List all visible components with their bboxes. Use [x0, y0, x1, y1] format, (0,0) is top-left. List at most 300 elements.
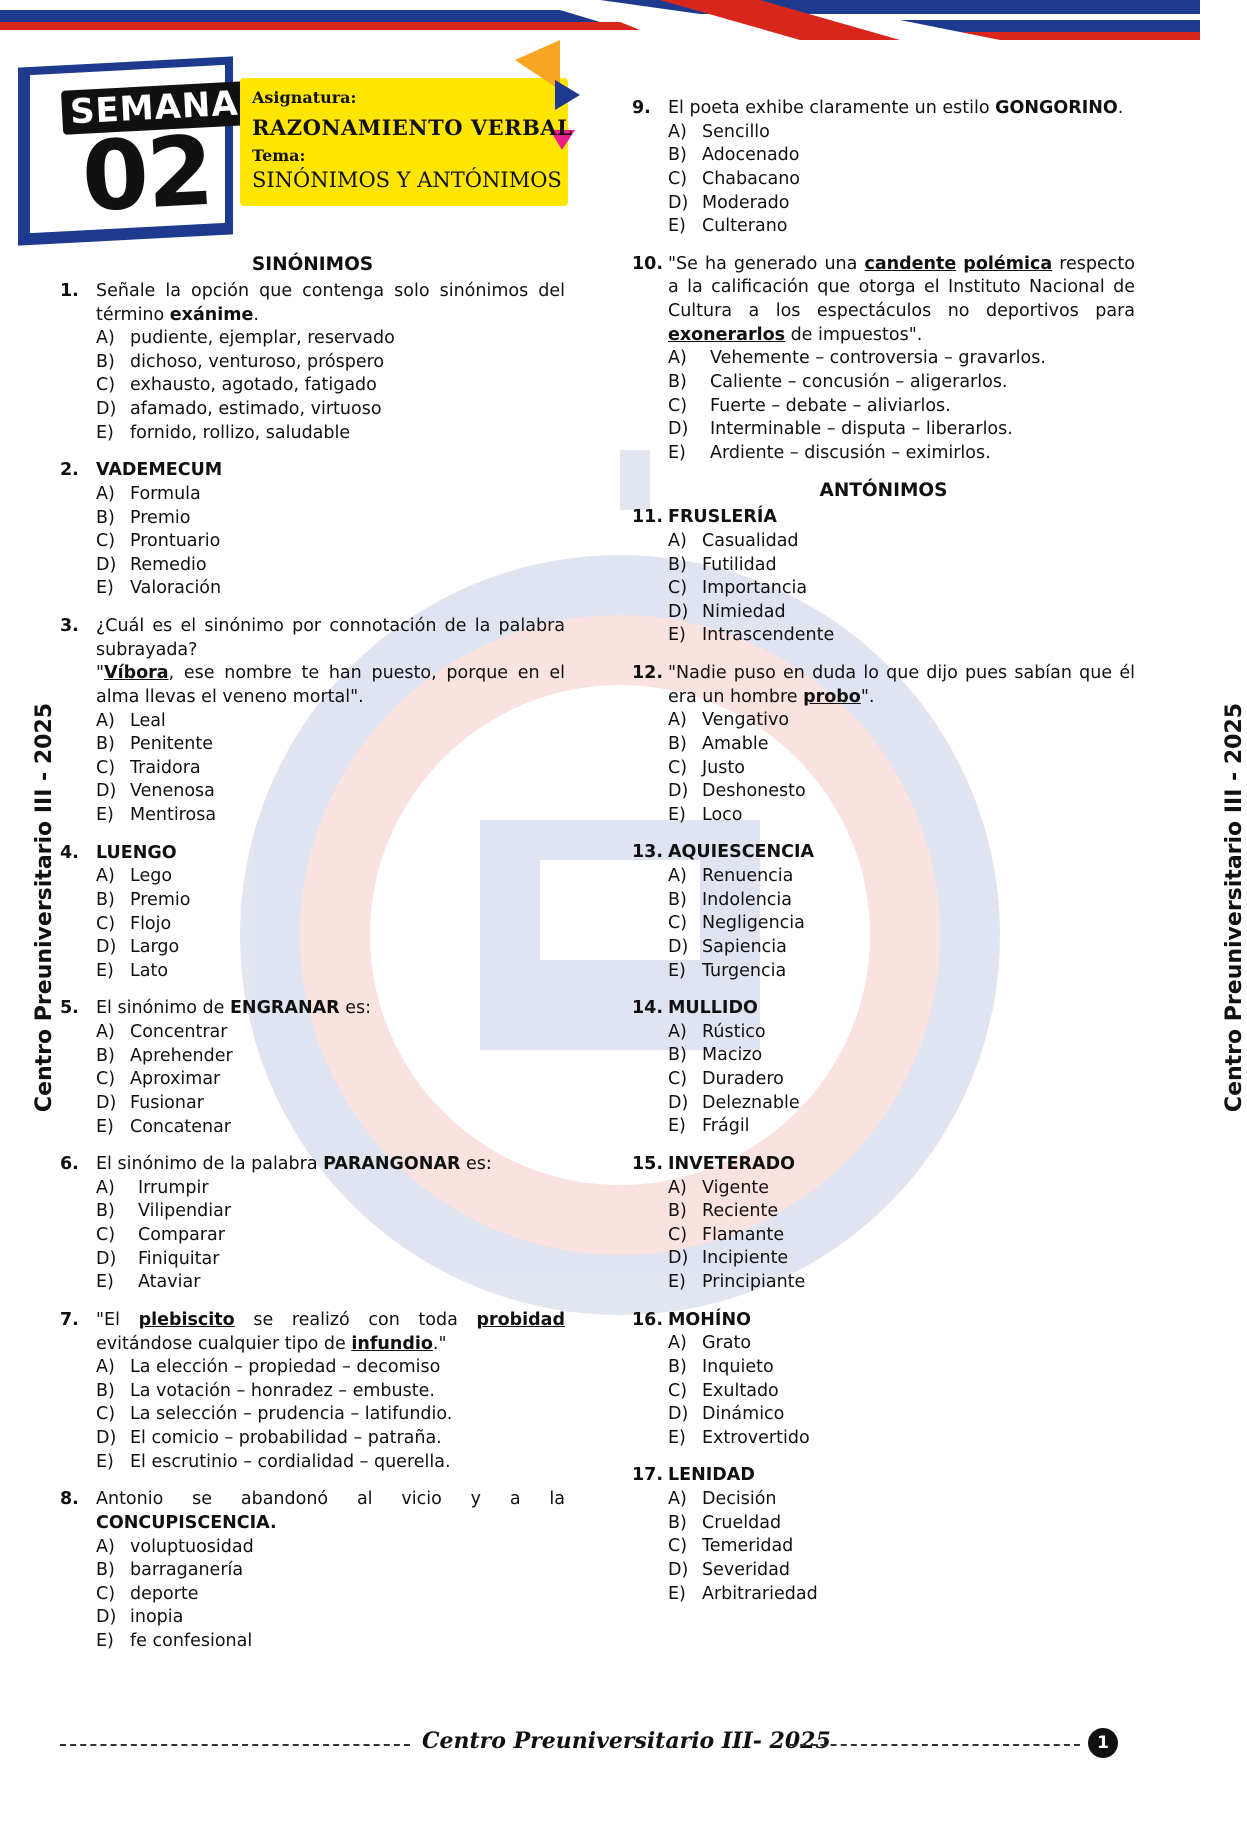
option-a	[96, 710, 565, 734]
question-number: 10.	[632, 253, 664, 274]
option-e	[96, 577, 565, 601]
option-text: Moderado	[702, 192, 790, 213]
option-e	[668, 442, 1135, 466]
option-letter: D)	[96, 1428, 117, 1449]
option-letter: D)	[668, 781, 689, 802]
option-e	[96, 1630, 565, 1654]
option-text: Incipiente	[702, 1248, 789, 1269]
option-text: Frágil	[702, 1116, 750, 1137]
option-d	[96, 936, 565, 960]
option-text: Vigente	[702, 1177, 770, 1198]
options-list	[668, 1488, 1135, 1606]
option-b	[668, 1356, 1135, 1380]
question-1	[60, 280, 565, 445]
option-text: Justo	[702, 757, 745, 778]
option-a	[96, 1177, 565, 1201]
option-text: Premio	[130, 889, 191, 910]
option-text: Principiante	[702, 1272, 806, 1293]
option-d	[668, 1559, 1135, 1583]
option-text: Lego	[130, 866, 173, 887]
options-list	[668, 1177, 1135, 1295]
stem-keyword: INVETERADO	[668, 1153, 795, 1174]
options-list	[668, 530, 1135, 648]
options-list	[96, 1021, 565, 1139]
stem-keyword: ENGRANAR	[229, 998, 340, 1019]
option-text: Extrovertido	[702, 1427, 810, 1448]
stem-keyword: FRUSLERÍA	[668, 507, 777, 528]
option-text: La votación – honradez – embuste.	[130, 1380, 435, 1401]
asignatura-label: Asignatura:	[252, 88, 357, 107]
stem-text: El sinónimo de	[96, 998, 230, 1019]
option-letter: C)	[96, 1583, 116, 1604]
option-d	[96, 398, 565, 422]
question-number: 4.	[60, 842, 79, 863]
stem-text: ."	[432, 1333, 447, 1354]
option-d	[668, 780, 1135, 804]
question-stem	[96, 615, 565, 710]
options-list	[96, 483, 565, 601]
option-c	[668, 1380, 1135, 1404]
option-text: Exultado	[702, 1380, 779, 1401]
options-list	[96, 710, 565, 828]
stem-keyword: PARANGONAR	[323, 1154, 461, 1175]
option-e	[668, 1115, 1135, 1139]
question-15	[632, 1153, 1135, 1295]
option-d	[668, 1092, 1135, 1116]
question-stem	[96, 459, 565, 483]
option-b	[668, 733, 1135, 757]
option-text: Rústico	[702, 1021, 766, 1042]
option-letter: B)	[96, 889, 115, 910]
option-text: Concatenar	[130, 1116, 232, 1137]
option-text: Venenosa	[130, 781, 215, 802]
question-number: 7.	[60, 1309, 79, 1330]
question-11	[632, 506, 1135, 648]
option-text: Deshonesto	[702, 781, 806, 802]
option-letter: E)	[96, 1631, 114, 1652]
option-letter: A)	[668, 866, 687, 887]
option-letter: E)	[668, 1427, 686, 1448]
option-letter: C)	[668, 913, 688, 934]
stem-text: "	[96, 663, 105, 684]
option-letter: D)	[96, 1607, 117, 1628]
option-c	[668, 912, 1135, 936]
question-number: 12.	[632, 663, 664, 684]
option-text: Fuerte – debate – aliviarlos.	[710, 395, 951, 416]
option-e	[96, 422, 565, 446]
option-text: Negligencia	[702, 913, 805, 934]
option-letter: B)	[668, 733, 687, 754]
left-column	[60, 253, 565, 1668]
option-letter: C)	[668, 1380, 688, 1401]
right-column	[632, 97, 1135, 1620]
question-number: 8.	[60, 1489, 79, 1510]
option-a	[668, 1177, 1135, 1201]
option-b	[668, 144, 1135, 168]
semana-label: SEMANA	[61, 81, 248, 135]
option-c	[96, 913, 565, 937]
question-number: 2.	[60, 460, 79, 481]
question-number: 3.	[60, 616, 79, 637]
option-letter: B)	[96, 1380, 115, 1401]
option-text: Macizo	[702, 1045, 763, 1066]
option-text: Interminable – disputa – liberarlos.	[710, 419, 1013, 440]
question-stem	[668, 841, 1135, 865]
option-letter: E)	[96, 422, 114, 443]
stem-keyword: LUENGO	[96, 842, 177, 863]
option-letter: C)	[96, 375, 116, 396]
option-letter: D)	[96, 1092, 117, 1113]
option-d	[96, 1092, 565, 1116]
option-letter: A)	[96, 328, 115, 349]
option-b	[96, 1200, 565, 1224]
option-letter: E)	[96, 1272, 114, 1293]
option-e	[668, 960, 1135, 984]
option-letter: C)	[668, 1224, 688, 1245]
option-text: Largo	[130, 937, 180, 958]
option-text: Irrumpir	[138, 1177, 209, 1198]
asignatura-value: RAZONAMIENTO VERBAL	[252, 115, 573, 140]
option-text: Aproximar	[130, 1069, 221, 1090]
option-a	[668, 1021, 1135, 1045]
option-e	[96, 1116, 565, 1140]
option-text: Severidad	[702, 1559, 790, 1580]
option-letter: C)	[96, 1069, 116, 1090]
option-a	[668, 865, 1135, 889]
option-text: afamado, estimado, virtuoso	[130, 399, 382, 420]
option-text: Amable	[702, 733, 769, 754]
question-stem	[96, 1488, 565, 1535]
option-text: Renuencia	[702, 866, 794, 887]
stem-keyword: LENIDAD	[668, 1465, 755, 1486]
option-letter: B)	[96, 351, 115, 372]
option-a	[668, 347, 1135, 371]
option-letter: B)	[668, 371, 687, 392]
question-number: 11.	[632, 507, 664, 528]
option-b	[96, 1380, 565, 1404]
option-letter: E)	[668, 216, 686, 237]
question-8	[60, 1488, 565, 1653]
stem-text: "Se ha generado una	[668, 253, 865, 274]
question-5	[60, 997, 565, 1139]
option-letter: B)	[668, 1512, 687, 1533]
option-a	[668, 709, 1135, 733]
question-number: 6.	[60, 1154, 79, 1175]
option-c	[668, 1535, 1135, 1559]
option-letter: A)	[668, 1177, 687, 1198]
option-b	[96, 889, 565, 913]
option-text: El escrutinio – cordialidad – querella.	[130, 1451, 451, 1472]
option-e	[668, 1427, 1135, 1451]
options-list	[96, 1536, 565, 1654]
option-letter: D)	[668, 1248, 689, 1269]
option-letter: E)	[668, 804, 686, 825]
option-a	[668, 1488, 1135, 1512]
option-letter: A)	[96, 1536, 115, 1557]
stem-text: ".	[860, 686, 875, 707]
stem-keyword: infundio	[351, 1333, 433, 1354]
option-text: Sencillo	[702, 121, 770, 142]
options-list	[668, 1332, 1135, 1450]
option-text: Penitente	[130, 734, 213, 755]
option-c	[96, 1068, 565, 1092]
stem-text: .	[253, 304, 259, 325]
option-a	[96, 1536, 565, 1560]
options-list	[96, 327, 565, 445]
option-text: Indolencia	[702, 889, 792, 910]
option-letter: B)	[96, 1560, 115, 1581]
option-d	[96, 1427, 565, 1451]
option-b	[668, 1044, 1135, 1068]
option-d	[668, 936, 1135, 960]
option-text: Comparar	[138, 1225, 225, 1246]
option-e	[96, 1451, 565, 1475]
option-b	[96, 733, 565, 757]
option-letter: C)	[668, 168, 688, 189]
option-b	[668, 1512, 1135, 1536]
option-text: Premio	[130, 507, 191, 528]
option-letter: D)	[668, 1404, 689, 1425]
side-text-left: Centro Preuniversitario III - 2025	[32, 702, 58, 1113]
option-letter: A)	[668, 348, 687, 369]
question-number: 17.	[632, 1465, 664, 1486]
question-17	[632, 1464, 1135, 1606]
option-letter: A)	[668, 710, 687, 731]
option-text: Inquieto	[702, 1356, 774, 1377]
option-text: Aprehender	[130, 1045, 233, 1066]
option-letter: D)	[96, 781, 117, 802]
option-letter: A)	[96, 866, 115, 887]
question-14	[632, 997, 1135, 1139]
option-a	[96, 1021, 565, 1045]
option-text: Crueldad	[702, 1512, 782, 1533]
option-a	[96, 483, 565, 507]
option-letter: C)	[668, 578, 688, 599]
option-d	[668, 418, 1135, 442]
option-text: Prontuario	[130, 531, 221, 552]
option-text: Grato	[702, 1333, 752, 1354]
question-16	[632, 1309, 1135, 1451]
option-text: Decisión	[702, 1489, 777, 1510]
option-letter: C)	[96, 531, 116, 552]
option-d	[668, 1403, 1135, 1427]
option-text: Reciente	[702, 1201, 779, 1222]
option-text: Dinámico	[702, 1404, 785, 1425]
stem-keyword: probidad	[476, 1309, 566, 1330]
option-d	[96, 780, 565, 804]
stem-keyword: Víbora	[104, 663, 169, 684]
option-b	[668, 554, 1135, 578]
question-stem	[96, 997, 565, 1021]
footer-dashed-line-right	[790, 1744, 1080, 1746]
option-letter: D)	[96, 1248, 117, 1269]
option-text: Vilipendiar	[138, 1201, 232, 1222]
stem-text: ¿Cuál es el sinónimo por connotación de la palabra subrayada?	[96, 616, 565, 660]
option-text: inopia	[130, 1607, 184, 1628]
option-text: Futilidad	[702, 554, 777, 575]
section-heading-antonimos: ANTÓNIMOS	[819, 480, 948, 502]
option-letter: C)	[96, 757, 116, 778]
option-e	[96, 1271, 565, 1295]
option-d	[668, 1247, 1135, 1271]
option-letter: A)	[668, 1021, 687, 1042]
options-list	[668, 1021, 1135, 1139]
option-a	[96, 327, 565, 351]
option-letter: E)	[96, 805, 114, 826]
stem-text: Señale la opción que contenga solo sinónimos del término	[96, 280, 565, 325]
option-letter: B)	[96, 734, 115, 755]
option-text: Lato	[130, 960, 169, 981]
question-7	[60, 1309, 565, 1474]
stem-keyword: AQUIESCENCIA	[668, 842, 815, 863]
option-d	[96, 1606, 565, 1630]
page-number-badge: 1	[1088, 1728, 1118, 1758]
section-heading-sinonimos: SINÓNIMOS	[251, 254, 374, 275]
stem-text: evitándose cualquier tipo de	[96, 1333, 352, 1354]
option-text: Mentirosa	[130, 805, 217, 826]
stem-text: "El	[96, 1309, 139, 1330]
question-stem	[668, 1153, 1135, 1177]
option-a	[96, 865, 565, 889]
option-text: Concentrar	[130, 1022, 228, 1043]
option-b	[96, 1045, 565, 1069]
option-letter: A)	[96, 1357, 115, 1378]
option-text: Traidora	[130, 757, 201, 778]
option-d	[668, 601, 1135, 625]
option-text: Ataviar	[138, 1272, 201, 1293]
stem-text: "Nadie puso en duda lo que dijo pues sabían que él era un hombre	[668, 663, 1135, 707]
option-c	[96, 1403, 565, 1427]
options-list	[96, 1177, 565, 1295]
question-stem	[668, 253, 1135, 348]
option-letter: E)	[668, 1583, 686, 1604]
tema-value: SINÓNIMOS Y ANTÓNIMOS	[252, 168, 562, 192]
option-text: Adocenado	[702, 145, 800, 166]
stem-text: El poeta exhibe claramente un estilo	[668, 98, 996, 118]
option-text: fe confesional	[130, 1631, 253, 1652]
option-d	[96, 1248, 565, 1272]
question-stem	[668, 506, 1135, 530]
option-letter: B)	[96, 507, 115, 528]
option-text: Fusionar	[130, 1092, 204, 1113]
options-list	[96, 865, 565, 983]
option-c	[668, 1068, 1135, 1092]
option-e	[668, 624, 1135, 648]
question-9	[632, 97, 1135, 239]
stem-keyword: exonerarlos	[668, 324, 786, 345]
option-text: Vengativo	[702, 710, 790, 731]
question-number: 15.	[632, 1153, 664, 1174]
option-text: Casualidad	[702, 530, 799, 551]
option-text: Remedio	[130, 554, 207, 575]
stem-keyword: GONGORINO	[995, 98, 1118, 118]
question-stem	[96, 842, 565, 866]
option-text: exhausto, agotado, fatigado	[130, 375, 377, 396]
option-letter: E)	[668, 442, 686, 463]
question-stem	[668, 662, 1135, 709]
question-6	[60, 1153, 565, 1295]
option-letter: B)	[668, 554, 687, 575]
option-letter: E)	[96, 960, 114, 981]
option-text: La elección – propiedad – decomiso	[130, 1357, 441, 1378]
option-letter: B)	[96, 1201, 115, 1222]
option-a	[668, 1332, 1135, 1356]
question-stem	[668, 1464, 1135, 1488]
option-text: Finiquitar	[138, 1248, 220, 1269]
question-number: 16.	[632, 1309, 664, 1330]
option-e	[668, 1583, 1135, 1607]
question-10	[632, 253, 1135, 466]
question-number: 1.	[60, 280, 79, 301]
option-c	[668, 1224, 1135, 1248]
option-text: Flojo	[130, 913, 172, 934]
question-12	[632, 662, 1135, 827]
option-text: Sapiencia	[702, 936, 787, 957]
option-text: El comicio – probabilidad – patraña.	[130, 1428, 442, 1449]
option-letter: B)	[668, 889, 687, 910]
option-text: Caliente – concusión – aligerarlos.	[710, 371, 1008, 392]
option-c	[96, 757, 565, 781]
option-text: fornido, rollizo, saludable	[130, 422, 351, 443]
option-letter: A)	[668, 121, 687, 142]
option-e	[668, 804, 1135, 828]
option-letter: D)	[96, 937, 117, 958]
option-c	[96, 1224, 565, 1248]
option-text: dichoso, venturoso, próspero	[130, 351, 385, 372]
options-list	[96, 1356, 565, 1474]
option-text: Valoración	[130, 578, 222, 599]
option-letter: D)	[668, 192, 689, 213]
option-c	[668, 168, 1135, 192]
option-text: Vehemente – controversia – gravarlos.	[710, 348, 1046, 369]
question-stem	[96, 1309, 565, 1356]
option-text: pudiente, ejemplar, reservado	[130, 328, 395, 349]
option-text: barraganería	[130, 1560, 244, 1581]
stem-text: , ese nombre te han puesto, porque en el alma llevas el veneno mortal".	[96, 663, 565, 707]
option-letter: D)	[668, 1559, 689, 1580]
option-text: Importancia	[702, 578, 808, 599]
option-c	[668, 577, 1135, 601]
option-letter: D)	[668, 1092, 689, 1113]
option-text: Formula	[130, 483, 201, 504]
option-letter: D)	[96, 399, 117, 420]
stem-keyword: VADEMECUM	[96, 460, 223, 481]
option-text: Loco	[702, 804, 743, 825]
option-text: Duradero	[702, 1069, 784, 1090]
option-letter: C)	[96, 1225, 116, 1246]
option-c	[96, 374, 565, 398]
option-text: Deleznable	[702, 1092, 800, 1113]
option-text: Leal	[130, 710, 166, 731]
question-stem	[96, 280, 565, 327]
stem-text: es:	[339, 998, 371, 1019]
option-c	[96, 530, 565, 554]
option-letter: B)	[668, 1201, 687, 1222]
option-letter: E)	[668, 960, 686, 981]
option-b	[668, 889, 1135, 913]
option-b	[668, 1200, 1135, 1224]
option-letter: B)	[668, 1045, 687, 1066]
option-e	[96, 804, 565, 828]
stem-keyword: MOHÍNO	[668, 1309, 751, 1330]
option-c	[668, 757, 1135, 781]
question-stem	[96, 1153, 565, 1177]
option-text: Intrascendente	[702, 625, 835, 646]
option-letter: E)	[668, 1272, 686, 1293]
option-text: Culterano	[702, 216, 788, 237]
footer-title: Centro Preuniversitario III- 2025	[422, 1728, 831, 1754]
stem-text: .	[1117, 98, 1124, 118]
